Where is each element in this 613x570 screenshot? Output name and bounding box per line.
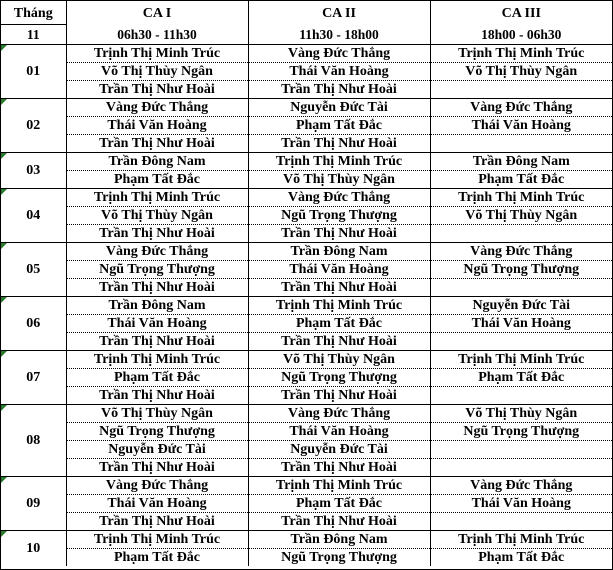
day-number — [1, 405, 66, 477]
staff-name-shift-3: Ngũ Trọng Thượng — [430, 261, 612, 279]
staff-name-shift-2: Vàng Đức Thắng — [248, 45, 430, 63]
staff-name-shift-1: Trần Thị Như Hoài — [66, 387, 248, 405]
staff-name-shift-3: Vàng Đức Thắng — [430, 477, 612, 495]
table-row — [1, 45, 612, 63]
table-row — [1, 405, 612, 423]
staff-name-shift-2: Trần Thị Như Hoài — [248, 135, 430, 153]
staff-name-shift-3: Phạm Tất Đắc — [430, 171, 612, 189]
staff-name-shift-3 — [430, 441, 612, 459]
staff-name-shift-1: Phạm Tất Đắc — [66, 171, 248, 189]
staff-name-shift-2: Vàng Đức Thắng — [248, 405, 430, 423]
staff-name-shift-1: Trần Thị Như Hoài — [66, 225, 248, 243]
table-row — [1, 315, 612, 333]
duty-roster-table — [1, 1, 612, 566]
staff-name-shift-1: Trần Thị Như Hoài — [66, 513, 248, 531]
staff-name-shift-1: Võ Thị Thùy Ngân — [66, 63, 248, 81]
table-row — [1, 207, 612, 225]
staff-name-shift-3 — [430, 135, 612, 153]
table-row — [1, 477, 612, 495]
staff-name-shift-1: Nguyễn Đức Tài — [66, 441, 248, 459]
month-value: 11 — [1, 25, 66, 45]
day-label: 06 — [26, 315, 41, 331]
day-label: 08 — [26, 432, 41, 448]
cell-marker-icon — [1, 531, 7, 537]
staff-name-shift-2: Trịnh Thị Minh Trúc — [248, 477, 430, 495]
staff-name-shift-2: Trịnh Thị Minh Trúc — [248, 153, 430, 171]
staff-name-shift-3: Trịnh Thị Minh Trúc — [430, 531, 612, 549]
table-row — [1, 135, 612, 153]
staff-name-shift-3: Vàng Đức Thắng — [430, 99, 612, 117]
staff-name-shift-2: Vàng Đức Thắng — [248, 189, 430, 207]
staff-name-shift-1: Trịnh Thị Minh Trúc — [66, 189, 248, 207]
staff-name-shift-1: Vàng Đức Thắng — [66, 243, 248, 261]
table-row — [1, 99, 612, 117]
shift-1-time: 06h30 - 11h30 — [66, 25, 248, 45]
day-label: 02 — [26, 117, 41, 133]
staff-name-shift-2: Trịnh Thị Minh Trúc — [248, 297, 430, 315]
staff-name-shift-3 — [430, 333, 612, 351]
shift-2-name: CA II — [248, 1, 430, 25]
staff-name-shift-2: Trần Thị Như Hoài — [248, 459, 430, 477]
day-number — [1, 189, 66, 243]
day-number — [1, 297, 66, 351]
staff-name-shift-2: Phạm Tất Đắc — [248, 117, 430, 135]
staff-name-shift-3: Phạm Tất Đắc — [430, 549, 612, 567]
staff-name-shift-3: Trần Đông Nam — [430, 153, 612, 171]
staff-name-shift-2: Võ Thị Thùy Ngân — [248, 171, 430, 189]
staff-name-shift-1: Võ Thị Thùy Ngân — [66, 207, 248, 225]
table-row — [1, 297, 612, 315]
table-row — [1, 279, 612, 297]
staff-name-shift-2: Trần Đông Nam — [248, 243, 430, 261]
table-row — [1, 459, 612, 477]
cell-marker-icon — [1, 189, 7, 195]
staff-name-shift-1: Trần Thị Như Hoài — [66, 459, 248, 477]
cell-marker-icon — [1, 99, 7, 105]
staff-name-shift-1: Vàng Đức Thắng — [66, 477, 248, 495]
staff-name-shift-2: Nguyễn Đức Tài — [248, 441, 430, 459]
table-row — [1, 387, 612, 405]
staff-name-shift-3: Ngũ Trọng Thượng — [430, 423, 612, 441]
staff-name-shift-1: Thái Văn Hoàng — [66, 315, 248, 333]
staff-name-shift-2: Trần Thị Như Hoài — [248, 513, 430, 531]
staff-name-shift-1: Trần Thị Như Hoài — [66, 135, 248, 153]
day-label: 04 — [26, 207, 41, 223]
staff-name-shift-2: Trần Thị Như Hoài — [248, 81, 430, 99]
shift-1-name: CA I — [66, 1, 248, 25]
day-label: 03 — [26, 162, 41, 178]
staff-name-shift-2: Phạm Tất Đắc — [248, 495, 430, 513]
staff-name-shift-1: Trịnh Thị Minh Trúc — [66, 45, 248, 63]
staff-name-shift-3: Thái Văn Hoàng — [430, 315, 612, 333]
cell-marker-icon — [1, 45, 7, 51]
table-row — [1, 81, 612, 99]
day-label: 10 — [26, 540, 41, 556]
staff-name-shift-3 — [430, 387, 612, 405]
table-row — [1, 117, 612, 135]
staff-name-shift-3: Phạm Tất Đắc — [430, 369, 612, 387]
table-row — [1, 513, 612, 531]
table-row — [1, 243, 612, 261]
staff-name-shift-1: Phạm Tất Đắc — [66, 549, 248, 567]
staff-name-shift-3: Trịnh Thị Minh Trúc — [430, 45, 612, 63]
shift-3-name: CA III — [430, 1, 612, 25]
staff-name-shift-2: Trần Thị Như Hoài — [248, 387, 430, 405]
staff-name-shift-1: Thái Văn Hoàng — [66, 495, 248, 513]
staff-name-shift-1: Vàng Đức Thắng — [66, 99, 248, 117]
staff-name-shift-3: Thái Văn Hoàng — [430, 495, 612, 513]
day-label: 01 — [26, 63, 41, 79]
roster-body — [1, 45, 612, 567]
day-number — [1, 531, 66, 567]
cell-marker-icon — [1, 297, 7, 303]
table-row — [1, 495, 612, 513]
table-row — [1, 171, 612, 189]
table-row — [1, 369, 612, 387]
staff-name-shift-1: Ngũ Trọng Thượng — [66, 423, 248, 441]
staff-name-shift-2: Trần Thị Như Hoài — [248, 333, 430, 351]
staff-name-shift-2: Trần Đông Nam — [248, 531, 430, 549]
staff-name-shift-3 — [430, 459, 612, 477]
staff-name-shift-2: Ngũ Trọng Thượng — [248, 549, 430, 567]
day-label: 09 — [26, 495, 41, 511]
staff-name-shift-3: Nguyễn Đức Tài — [430, 297, 612, 315]
staff-name-shift-3: Vàng Đức Thắng — [430, 243, 612, 261]
staff-name-shift-3 — [430, 279, 612, 297]
table-row — [1, 423, 612, 441]
table-row — [1, 225, 612, 243]
staff-name-shift-1: Phạm Tất Đắc — [66, 369, 248, 387]
staff-name-shift-2: Võ Thị Thùy Ngân — [248, 351, 430, 369]
staff-name-shift-3 — [430, 225, 612, 243]
staff-name-shift-3 — [430, 513, 612, 531]
staff-name-shift-1: Thái Văn Hoàng — [66, 117, 248, 135]
staff-name-shift-2: Thái Văn Hoàng — [248, 261, 430, 279]
day-number — [1, 45, 66, 99]
staff-name-shift-2: Thái Văn Hoàng — [248, 63, 430, 81]
staff-name-shift-3: Trịnh Thị Minh Trúc — [430, 351, 612, 369]
staff-name-shift-2: Trần Thị Như Hoài — [248, 279, 430, 297]
staff-name-shift-2: Ngũ Trọng Thượng — [248, 369, 430, 387]
cell-marker-icon — [1, 243, 7, 249]
staff-name-shift-3: Thái Văn Hoàng — [430, 117, 612, 135]
day-number — [1, 351, 66, 405]
staff-name-shift-1: Trần Thị Như Hoài — [66, 279, 248, 297]
staff-name-shift-3: Võ Thị Thùy Ngân — [430, 63, 612, 81]
table-row — [1, 63, 612, 81]
staff-name-shift-2: Trần Thị Như Hoài — [248, 225, 430, 243]
staff-name-shift-1: Trịnh Thị Minh Trúc — [66, 351, 248, 369]
staff-name-shift-1: Trần Thị Như Hoài — [66, 81, 248, 99]
day-number — [1, 153, 66, 189]
staff-name-shift-1: Ngũ Trọng Thượng — [66, 261, 248, 279]
staff-name-shift-1: Trịnh Thị Minh Trúc — [66, 531, 248, 549]
staff-name-shift-3: Võ Thị Thùy Ngân — [430, 405, 612, 423]
shift-3-time: 18h00 - 06h30 — [430, 25, 612, 45]
staff-name-shift-2: Thái Văn Hoàng — [248, 423, 430, 441]
day-label: 07 — [26, 369, 41, 385]
day-number — [1, 243, 66, 297]
table-row — [1, 153, 612, 171]
staff-name-shift-3 — [430, 81, 612, 99]
staff-name-shift-1: Trần Đông Nam — [66, 153, 248, 171]
table-row — [1, 189, 612, 207]
table-row — [1, 261, 612, 279]
table-row — [1, 333, 612, 351]
table-row — [1, 351, 612, 369]
shift-2-time: 11h30 - 18h00 — [248, 25, 430, 45]
staff-name-shift-2: Ngũ Trọng Thượng — [248, 207, 430, 225]
cell-marker-icon — [1, 477, 7, 483]
staff-name-shift-1: Trần Thị Như Hoài — [66, 333, 248, 351]
day-number — [1, 477, 66, 531]
cell-marker-icon — [1, 351, 7, 357]
staff-name-shift-3: Võ Thị Thùy Ngân — [430, 207, 612, 225]
day-number — [1, 99, 66, 153]
table-row — [1, 441, 612, 459]
table-row — [1, 549, 612, 567]
staff-name-shift-2: Phạm Tất Đắc — [248, 315, 430, 333]
cell-marker-icon — [1, 405, 7, 411]
staff-name-shift-1: Trần Đông Nam — [66, 297, 248, 315]
staff-name-shift-3: Trịnh Thị Minh Trúc — [430, 189, 612, 207]
day-label: 05 — [26, 261, 41, 277]
staff-name-shift-2: Nguyễn Đức Tài — [248, 99, 430, 117]
staff-name-shift-1: Võ Thị Thùy Ngân — [66, 405, 248, 423]
table-row — [1, 531, 612, 549]
month-label: Tháng — [1, 1, 66, 25]
cell-marker-icon — [1, 153, 7, 159]
